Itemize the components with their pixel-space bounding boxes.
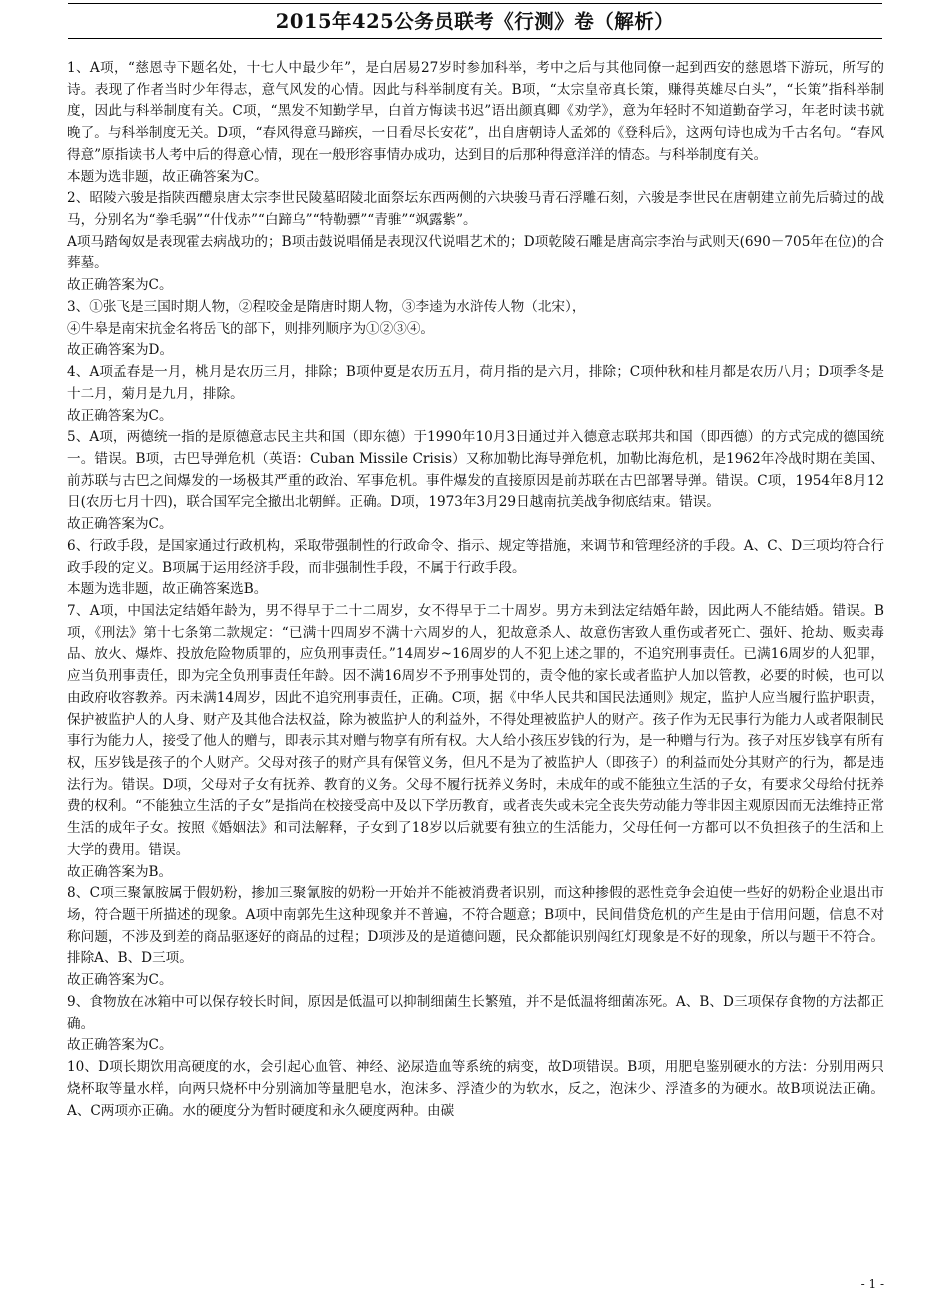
title-underline bbox=[68, 38, 882, 39]
paragraph-q1: 1、A项，“慈恩寺下题名处，十七人中最少年”，是白居易27岁时参加科举，考中之后与其他同僚一起到西安的慈恩塔下游玩，所写的诗。表现了作者当时少年得志，意气风发的心情。因此与科举制度有关。B项，“太宗皇帝真长策，赚得英雄尽白头”，“长策”指科举制度，因此与科举制度有关。C项，“黑发不知勤学早，白首方悔读书迟”语出颜真卿《劝学》，意为年轻时不知道勤奋学习，年老时读书就晚了。与科举制度无关。D项，“春风得意马蹄疾，一日看尽长安花”，出自唐朝诗人孟郊的《登科后》，这两句诗也成为千古名句。“春风得意”原指读书人考中后的得意心情，现在一般形容事情办成功，达到目的后那种得意洋洋的情态。与科举制度有关。 bbox=[67, 60, 884, 163]
paragraph-q2: 2、昭陵六骏是指陕西醴泉唐太宗李世民陵墓昭陵北面祭坛东西两侧的六块骏马青石浮雕石刻，六骏是李世民在唐朝建立前先后骑过的战马，分别名为“拳毛䯄”“什伐赤”“白蹄乌”“特勒骠”“青骓”“飒露紫”。 bbox=[67, 190, 884, 229]
paragraph-q9: 9、食物放在冰箱中可以保存较长时间，原因是低温可以抑制细菌生长繁殖，并不是低温将细菌冻死。A、B、D三项保存食物的方法都正确。 bbox=[67, 993, 884, 1032]
page-title: 2015年425公务员联考《行测》卷（解析） bbox=[275, 10, 675, 33]
page-number: - 1 - bbox=[860, 1277, 884, 1291]
answer-q8: 故正确答案为C。 bbox=[67, 972, 173, 989]
document-body bbox=[67, 58, 884, 1122]
paragraph-q3-detail: ④牛皋是南宋抗金名将岳飞的部下，则排列顺序为①②③④。 bbox=[67, 320, 435, 337]
paragraph-q2-detail: A项马踏匈奴是表现霍去病战功的；B项击鼓说唱俑是表现汉代说唱艺术的；D项乾陵石雕是唐高宗李治与武则天(690－705年在位)的合葬墓。 bbox=[67, 233, 884, 272]
paragraph-q7: 7、A项，中国法定结婚年龄为，男不得早于二十二周岁，女不得早于二十周岁。男方未到法定结婚年龄，因此两人不能结婚。错误。B项，《刑法》第十七条第二款规定：“已满十四周岁不满十六周岁的人，犯故意杀人、故意伤害致人重伤或者死亡、强奸、抢劫、贩卖毒品、放火、爆炸、投放危险物质罪的，应负刑事责任。”14周岁~16周岁的人不犯上述之罪的，不追究刑事责任。已满16周岁的人犯罪，应当负刑事责任，即为完全负刑事责任年龄。因不满16周岁不予刑事处罚的，责令他的家长或者监护人加以管教，必要的时候，也可以由政府收容教养。丙未满14周岁，因此不追究刑事责任，正确。C项，据《中华人民共和国民法通则》规定，监护人应当履行监护职责，保护被监护人的人身、财产及其他合法权益，除为被监护人的利益外，不得处理被监护人的财产。孩子作为无民事行为能力人或者限制民事行为能力人，接受了他人的赠与，即表示其对赠与物享有所有权。大人给小孩压岁钱的行为，是一种赠与行为。孩子对压岁钱享有所有权，压岁钱是孩子的个人财产。父母对孩子的财产具有保管义务，但凡不是为了被监护人（即孩子）的利益而处分其财产的行为，都是违法行为。错误。D项，父母对子女有抚养、教育的义务。父母不履行抚养义务时，未成年的或不能独立生活的子女，有要求父母给付抚养费的权利。“不能独立生活的子女”是指尚在校接受高中及以下学历教育，或者丧失或未完全丧失劳动能力等非因主观原因而无法维持正常生活的成年子女。按照《婚姻法》和司法解释，子女到了18岁以后就要有独立的生活能力，父母任何一方都可以不负担孩子的生活和上大学的费用。错误。 bbox=[67, 602, 884, 858]
answer-q4: 故正确答案为C。 bbox=[67, 407, 173, 424]
paragraph-q4: 4、A项孟春是一月，桃月是农历三月，排除；B项仲夏是农历五月，荷月指的是六月，排除；C项仲秋和桂月都是农历八月；D项季冬是十二月，菊月是九月，排除。 bbox=[67, 364, 884, 402]
paragraph-q8: 8、C项三聚氰胺属于假奶粉，掺加三聚氰胺的奶粉一开始并不能被消费者识别，而这种掺假的恶性竞争会迫使一些好的奶粉企业退出市场，符合题干所描述的现象。A项中南郭先生这种现象并不普遍，不符合题意；B项中，民间借贷危机的产生是由于信用问题，信息不对称问题，不涉及到差的商品驱逐好的商品的过程；D项涉及的是道德问题，民众都能识别闯红灯现象是不好的现象，所以与题干不符合。排除A、B、D三项。 bbox=[67, 885, 884, 967]
answer-q9: 故正确答案为C。 bbox=[67, 1037, 173, 1054]
paragraph-q10: 10、D项长期饮用高硬度的水，会引起心血管、神经、泌尿造血等系统的病变，故D项错误。B项，用肥皂鉴别硬水的方法：分别用两只烧杯取等量水样，向两只烧杯中分别滴加等量肥皂水，泡沫多、浮渣少的为软水，反之，泡沫少、浮渣多的为硬水。故B项说法正确。A、C两项亦正确。水的硬度分为暂时硬度和永久硬度两种。由碳 bbox=[67, 1059, 884, 1119]
paragraph-q5: 5、A项，两德统一指的是原德意志民主共和国（即东德）于1990年10月3日通过并入德意志联邦共和国（即西德）的方式完成的德国统一。错误。B项，古巴导弹危机（英语：Cuban Missile Crisis）又称加勒比海导弹危机，加勒比海危机，是1962年冷战时期在美国、前苏联与古巴之间爆发的一场极其严重的政治、军事危机。事件爆发的直接原因是前苏联在古巴部署导弹。错误。C项，1954年8月12日(农历七月十四)，联合国军完全撤出北朝鲜。正确。D项，1973年3月29日越南抗美战争彻底结束。错误。 bbox=[67, 429, 884, 511]
answer-q1: 本题为选非题，故正确答案为C。 bbox=[67, 168, 268, 185]
answer-q2: 故正确答案为C。 bbox=[67, 277, 173, 294]
answer-q6: 本题为选非题，故正确答案选B。 bbox=[67, 581, 268, 598]
answer-q5: 故正确答案为C。 bbox=[67, 516, 173, 533]
answer-q7: 故正确答案为B。 bbox=[67, 863, 173, 880]
paragraph-q3: 3、①张飞是三国时期人物，②程咬金是隋唐时期人物，③李逵为水浒传人物（北宋）， bbox=[67, 298, 586, 315]
paragraph-q6: 6、行政手段，是国家通过行政机构，采取带强制性的行政命令、指示、规定等措施，来调节和管理经济的手段。A、C、D三项均符合行政手段的定义。B项属于运用经济手段，而非强制性手段，不属于行政手段。 bbox=[67, 537, 884, 576]
header-top-rule bbox=[68, 3, 882, 4]
answer-q3: 故正确答案为D。 bbox=[67, 342, 174, 359]
